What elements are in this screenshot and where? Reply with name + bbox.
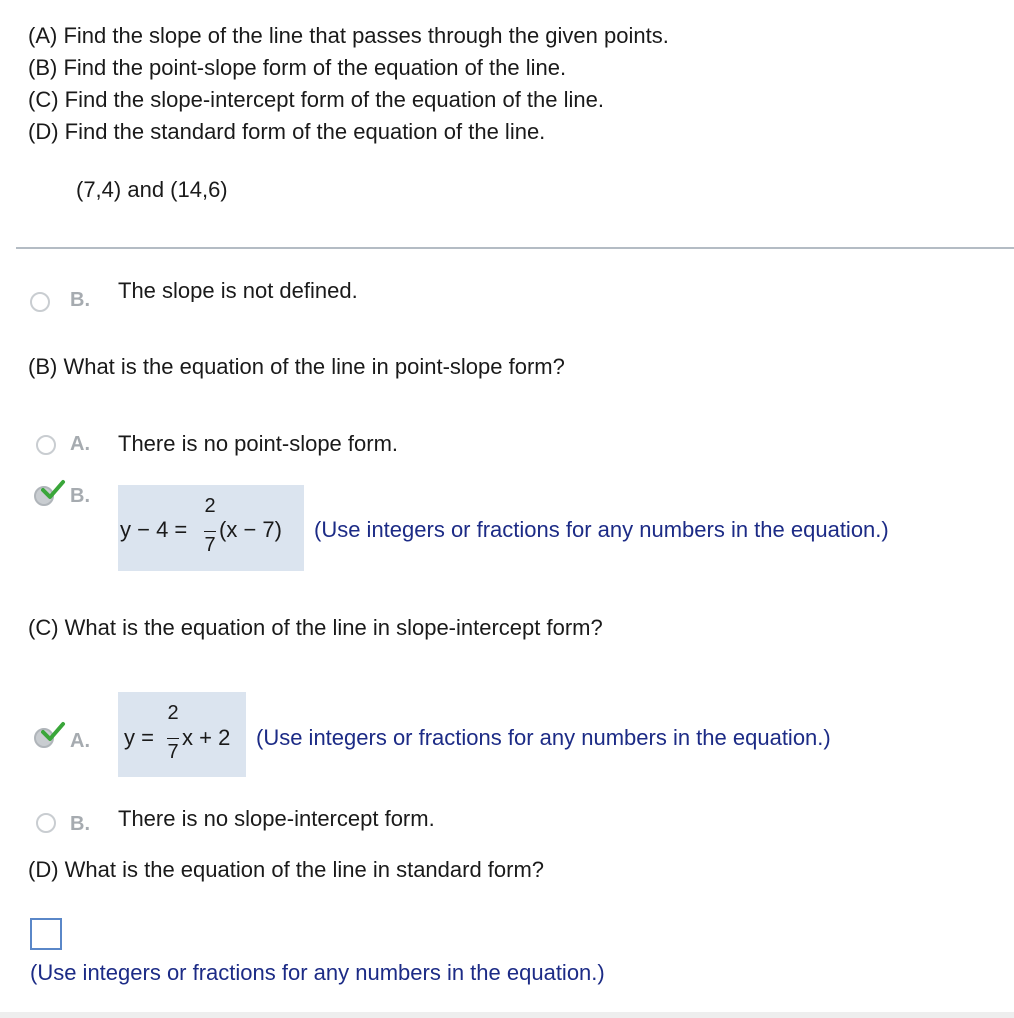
part-c-option-b-letter: B.	[70, 813, 90, 835]
part-a-option-b-letter: B.	[70, 289, 90, 311]
part-c-eq-numerator: 2	[167, 702, 179, 724]
part-b-option-a-text: There is no point-slope form.	[118, 431, 399, 456]
part-a-option-b-radio[interactable]	[30, 292, 50, 312]
part-c-hint: (Use integers or fractions for any numbers in the equation.)	[256, 725, 831, 750]
part-d-question: (D) What is the equation of the line in standard form?	[28, 857, 545, 882]
part-b-eq-rhs: (x − 7)	[219, 517, 282, 542]
part-b-question: (B) What is the equation of the line in point-slope form?	[28, 354, 565, 379]
part-b-eq-lhs: y − 4 =	[120, 517, 188, 542]
part-c-option-b-text: There is no slope-intercept form.	[118, 806, 435, 831]
bottom-border	[0, 1012, 1014, 1018]
part-b-hint: (Use integers or fractions for any numbers in the equation.)	[314, 517, 889, 542]
section-divider	[16, 247, 1014, 249]
part-d-hint: (Use integers or fractions for any numbers in the equation.)	[30, 960, 605, 985]
standard-form-input[interactable]	[30, 918, 62, 950]
part-b-option-a-radio[interactable]	[36, 435, 56, 455]
check-icon	[40, 478, 66, 502]
part-b-option-a-letter: A.	[70, 433, 90, 455]
part-c-eq-fraction-bar	[167, 738, 179, 739]
part-c-option-a-letter: A.	[70, 730, 90, 752]
part-a-option-b-clip	[118, 280, 438, 302]
part-c-question: (C) What is the equation of the line in slope-intercept form?	[28, 615, 603, 640]
part-b-eq-denominator: 7	[204, 534, 216, 556]
instruction-c: (C) Find the slope-intercept form of the equation of the line.	[28, 87, 604, 112]
instruction-b: (B) Find the point-slope form of the equation of the line.	[28, 55, 567, 80]
part-c-eq-lhs: y =	[124, 725, 154, 750]
instruction-a: (A) Find the slope of the line that passes through the given points.	[28, 23, 669, 48]
part-c-eq-rhs: x + 2	[182, 725, 231, 750]
part-b-eq-fraction-bar	[204, 531, 216, 532]
part-c-eq-denominator: 7	[167, 741, 179, 763]
part-b-eq-numerator: 2	[204, 495, 216, 517]
part-c-option-b-radio[interactable]	[36, 813, 56, 833]
part-a-option-b-text: The slope is not defined.	[118, 280, 358, 302]
instruction-d: (D) Find the standard form of the equation of the line.	[28, 119, 546, 144]
part-b-option-b-letter: B.	[70, 485, 90, 507]
check-icon	[40, 720, 66, 744]
given-points: (7,4) and (14,6)	[76, 177, 228, 202]
